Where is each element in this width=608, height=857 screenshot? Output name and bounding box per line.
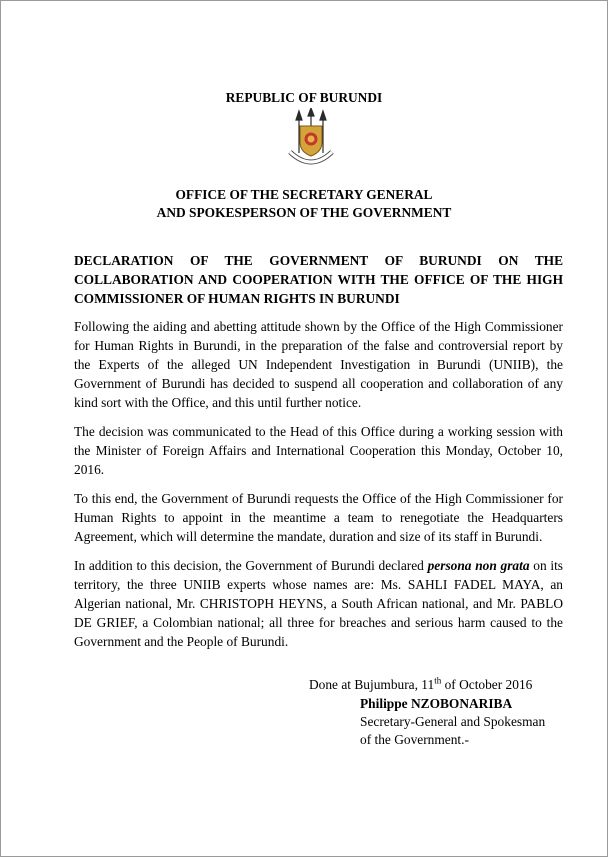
paragraph-2: The decision was communicated to the Head of this Office during a working session with the Minister of Foreign Affairs and International Cooperation this Monday, October 10, 2016.	[74, 424, 563, 477]
office-heading	[1, 186, 607, 222]
office-line-2: AND SPOKESPERSON OF THE GOVERNMENT	[156, 205, 452, 220]
done-ordinal: th	[434, 675, 442, 686]
paragraph-4-rest: on its territory, the three UNIIB experts whose names are: Ms. SAHLI FADEL MAYA, an Algerian national, Mr. CHRISTOPH HEYNS, a South African national, and Mr. PABLO DE GRIEF, a Colombian national; all three for breaches and serious harm caused to the Government and the People of Burundi.	[74, 558, 563, 649]
republic-heading: REPUBLIC OF BURUNDI	[225, 90, 383, 105]
office-line-1: OFFICE OF THE SECRETARY GENERAL	[175, 187, 433, 202]
signatory-title-line-1: Secretary-General and Spokesman	[360, 714, 546, 729]
declaration-title: DECLARATION OF THE GOVERNMENT OF BURUNDI ON THE COLLABORATION AND COOPERATION WITH THE OFFICE OF THE HIGH COMMISSIONER OF HUMAN RIGHTS IN BURUNDI	[74, 253, 563, 306]
persona-non-grata-emphasis: persona non grata	[427, 558, 530, 573]
burundi-coat-of-arms-icon	[286, 108, 336, 174]
paragraph-4-lead: In addition to this decision, the Government of Burundi declared	[74, 558, 428, 573]
signature-block	[360, 695, 545, 749]
declaration-body	[74, 317, 563, 661]
paragraph-4	[74, 556, 563, 651]
signatory-title-line-2: of the Government.-	[360, 732, 469, 747]
signatory-name: Philippe NZOBONARIBA	[360, 696, 513, 711]
done-at-line	[309, 677, 532, 693]
paragraph-1: Following the aiding and abetting attitude shown by the Office of the High Commissioner for Human Rights in Burundi, in the preparation of the false and controversial report by the Experts of the alleged UN Independent Investigation in Burundi (UNIIB), the Government of Burundi has decided to suspend all cooperation and collaboration of any kind sort with the Office, and this until further notice.	[74, 319, 563, 410]
done-suffix: of October 2016	[441, 677, 533, 692]
paragraph-3: To this end, the Government of Burundi requests the Office of the High Commissioner for Human Rights to appoint in the meantime a team to renegotiate the Headquarters Agreement, which will determine the mandate, duration and size of its staff in Burundi.	[74, 491, 563, 544]
done-prefix: Done at Bujumbura, 11	[309, 677, 435, 692]
